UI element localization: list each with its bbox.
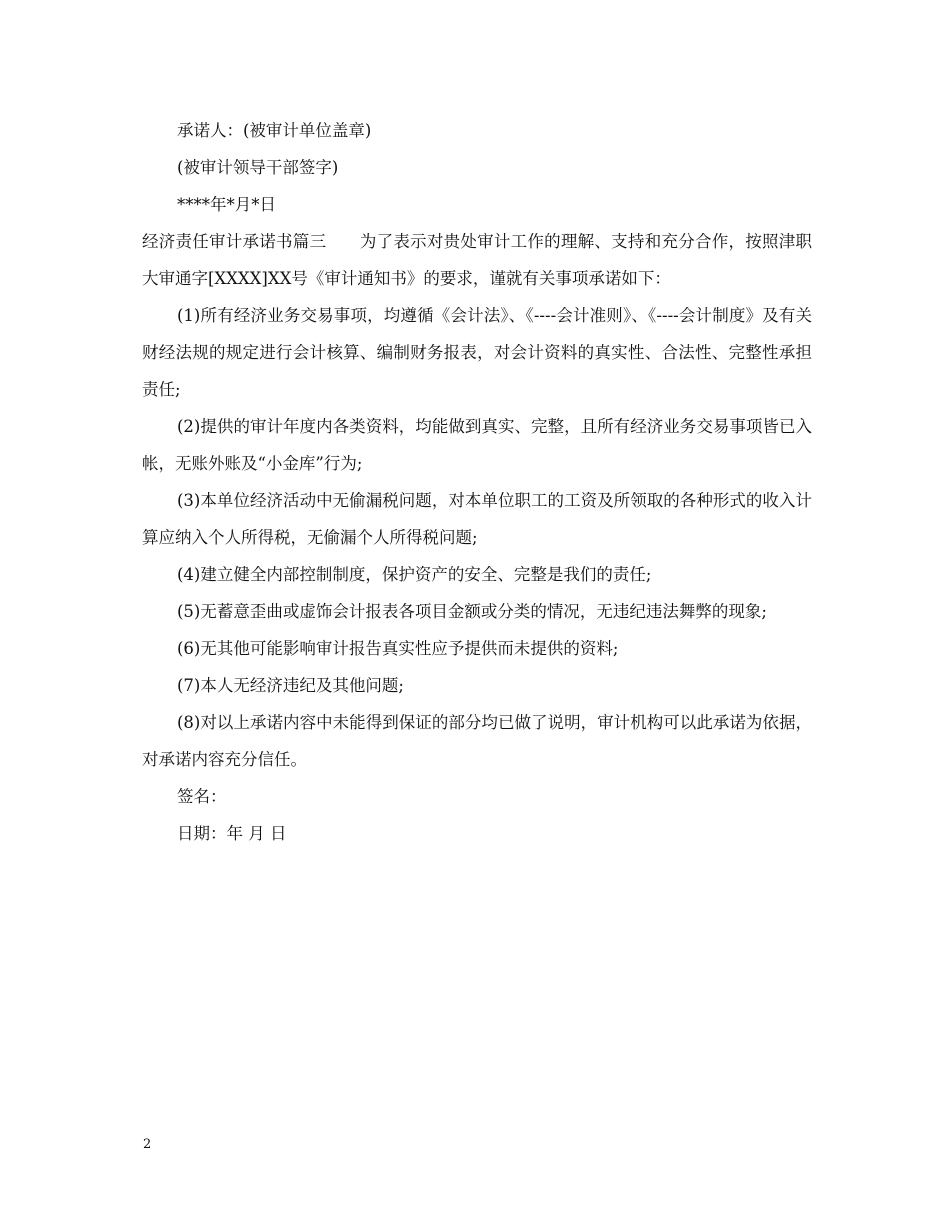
date-placeholder-line: ****年*月*日 [177,195,276,214]
commitment-item-1: (1)所有经济业务交易事项，均遵循《会计法》、《----会计准则》、《----会计制度》及有关财经法规的规定进行会计核算、编制财务报表，对会计资料的真实性、合法性、完整性承担责任; [142,306,812,399]
date-line: 日期：年 月 日 [177,824,287,843]
commitment-item-6: (6)无其他可能影响审计报告真实性应予提供而未提供的资料; [177,639,619,658]
signature-line: 签名： [177,787,227,806]
leader-signature-line: (被审计领导干部签字) [177,158,339,177]
commitment-item-7: (7)本人无经济违纪及其他问题; [177,676,404,695]
commitment-item-2: (2)提供的审计年度内各类资料，均能做到真实、完整，且所有经济业务交易事项皆已入帐，无账外账及“小金库”行为; [142,417,812,473]
commitment-item-4: (4)建立健全内部控制制度，保护资产的安全、完整是我们的责任; [177,565,652,584]
section-heading-paragraph: 经济责任审计承诺书篇三 为了表示对贵处审计工作的理解、支持和充分合作，按照津职大审通字[XXXX]XX号《审计通知书》的要求，谨就有关事项承诺如下： [142,232,812,288]
document-body [142,112,812,852]
commitment-item-8: (8)对以上承诺内容中未能得到保证的部分均已做了说明，审计机构可以此承诺为依据，对承诺内容充分信任。 [142,713,812,769]
commitment-item-3: (3)本单位经济活动中无偷漏税问题，对本单位职工的工资及所领取的各种形式的收入计算应纳入个人所得税，无偷漏个人所得税问题; [142,491,812,547]
commitment-item-5: (5)无蓄意歪曲或虚饰会计报表各项目金额或分类的情况，无违纪违法舞弊的现象; [177,602,767,621]
page-number: 2 [143,1137,152,1152]
promisor-line: 承诺人：(被审计单位盖章) [177,121,372,140]
